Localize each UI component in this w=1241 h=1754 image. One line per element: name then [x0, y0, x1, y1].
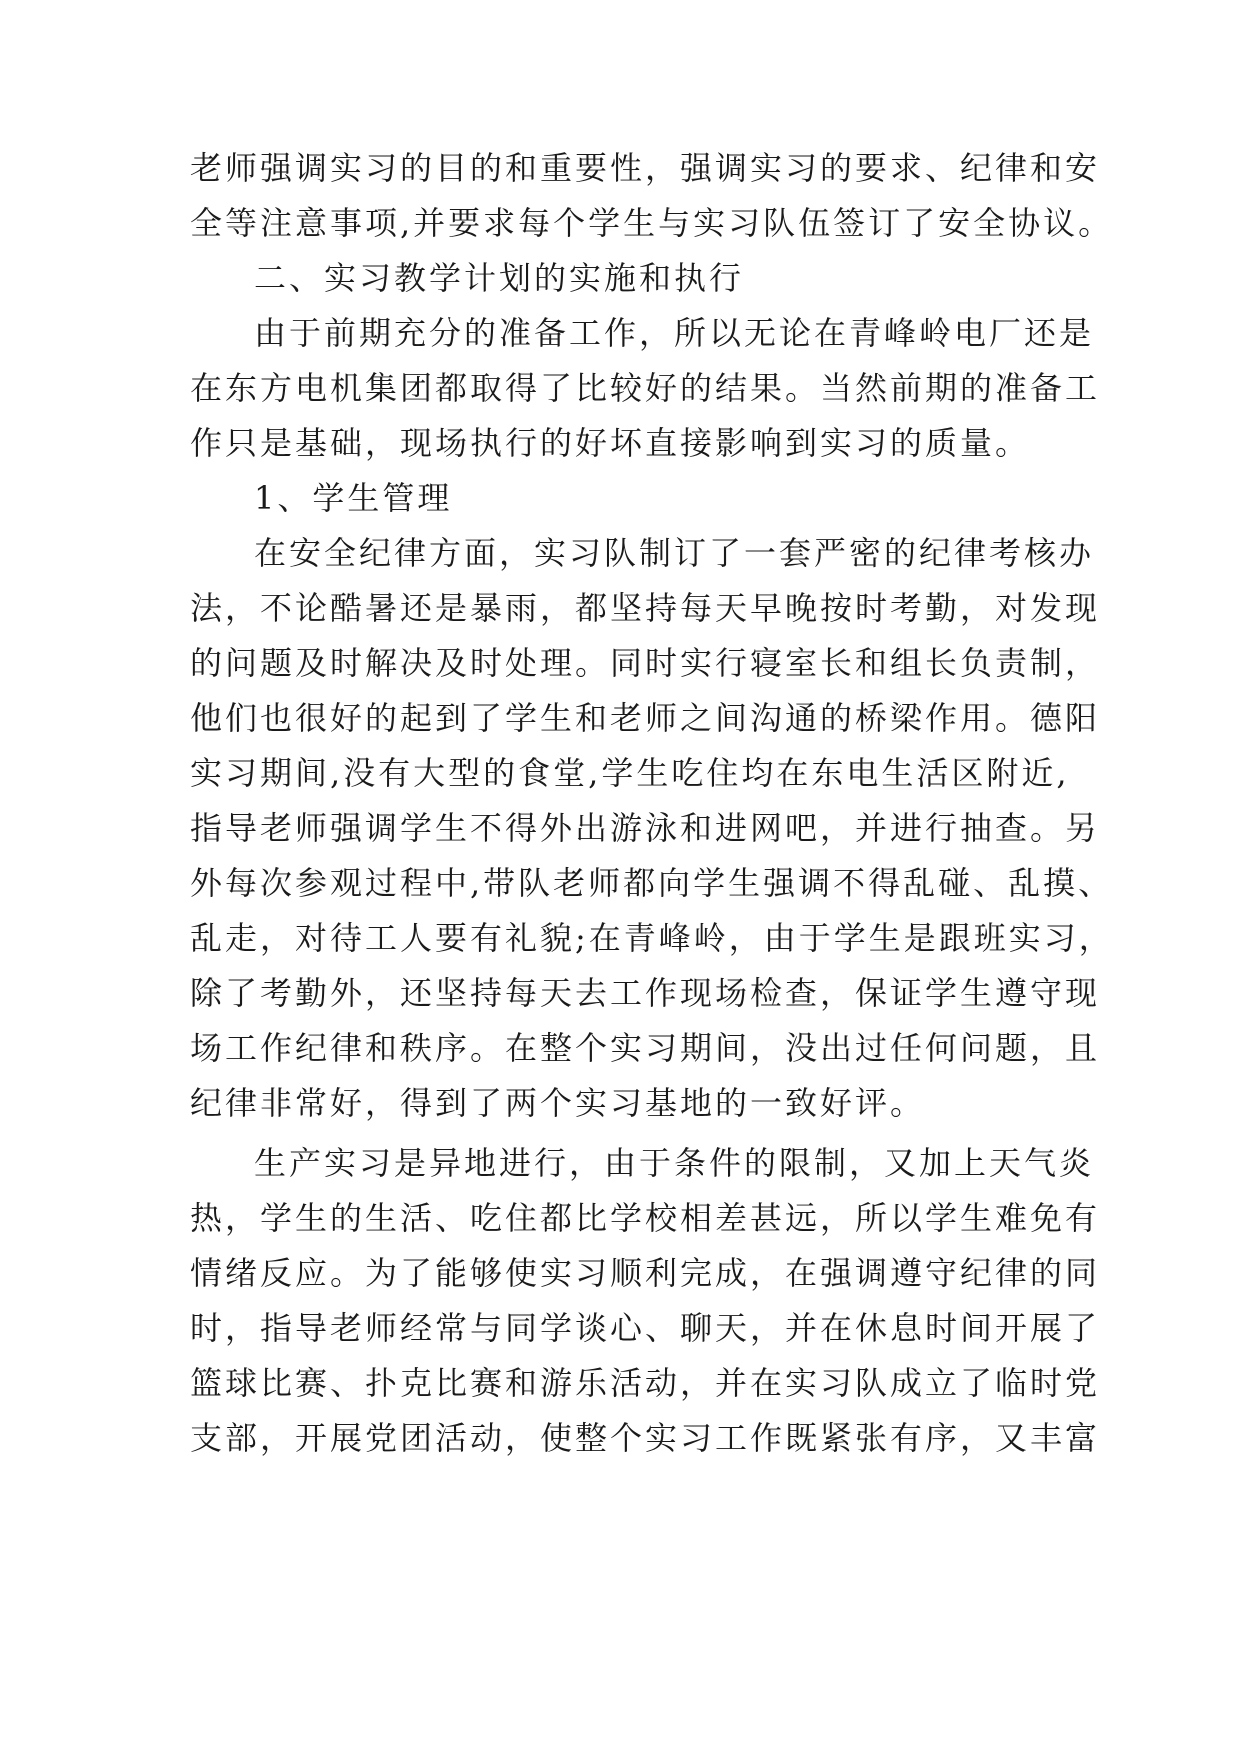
- text-line: 他们也很好的起到了学生和老师之间沟通的桥梁作用。德阳: [190, 699, 1101, 737]
- subsection-heading: 1、学生管理: [254, 479, 453, 517]
- text-line: 情绪反应。为了能够使实习顺利完成，在强调遵守纪律的同: [190, 1254, 1101, 1292]
- section-heading: 二、实习教学计划的实施和执行: [254, 259, 745, 297]
- text-line: 在东方电机集团都取得了比较好的结果。当然前期的准备工: [190, 369, 1101, 407]
- text-line: 法，不论酷暑还是暴雨，都坚持每天早晚按时考勤，对发现: [190, 589, 1101, 627]
- paragraph-start: 生产实习是异地进行，由于条件的限制，又加上天气炎: [254, 1144, 1095, 1182]
- paragraph-start: 由于前期充分的准备工作，所以无论在青峰岭电厂还是: [254, 314, 1095, 352]
- text-line: 指导老师强调学生不得外出游泳和进网吧，并进行抽查。另: [190, 809, 1101, 847]
- text-line: 场工作纪律和秩序。在整个实习期间，没出过任何问题，且: [190, 1029, 1101, 1067]
- text-line: 外每次参观过程中,带队老师都向学生强调不得乱碰、乱摸、: [190, 864, 1114, 902]
- text-line: 支部，开展党团活动，使整个实习工作既紧张有序，又丰富: [190, 1419, 1101, 1457]
- text-line: 全等注意事项,并要求每个学生与实习队伍签订了安全协议。: [190, 204, 1114, 242]
- text-line: 热，学生的生活、吃住都比学校相差甚远，所以学生难免有: [190, 1199, 1101, 1237]
- text-line: 篮球比赛、扑克比赛和游乐活动，并在实习队成立了临时党: [190, 1364, 1101, 1402]
- text-line: 实习期间,没有大型的食堂,学生吃住均在东电生活区附近,: [190, 754, 1070, 792]
- text-line: 作只是基础，现场执行的好坏直接影响到实习的质量。: [190, 424, 1031, 462]
- text-line: 的问题及时解决及时处理。同时实行寝室长和组长负责制，: [190, 644, 1101, 682]
- text-line: 乱走，对待工人要有礼貌;在青峰岭，由于学生是跟班实习，: [190, 919, 1114, 957]
- text-line: 除了考勤外，还坚持每天去工作现场检查，保证学生遵守现: [190, 974, 1101, 1012]
- text-line: 老师强调实习的目的和重要性，强调实习的要求、纪律和安: [190, 149, 1101, 187]
- paragraph-start: 在安全纪律方面，实习队制订了一套严密的纪律考核办: [254, 534, 1095, 572]
- text-line: 纪律非常好，得到了两个实习基地的一致好评。: [190, 1084, 926, 1122]
- text-line: 时，指导老师经常与同学谈心、聊天，并在休息时间开展了: [190, 1309, 1101, 1347]
